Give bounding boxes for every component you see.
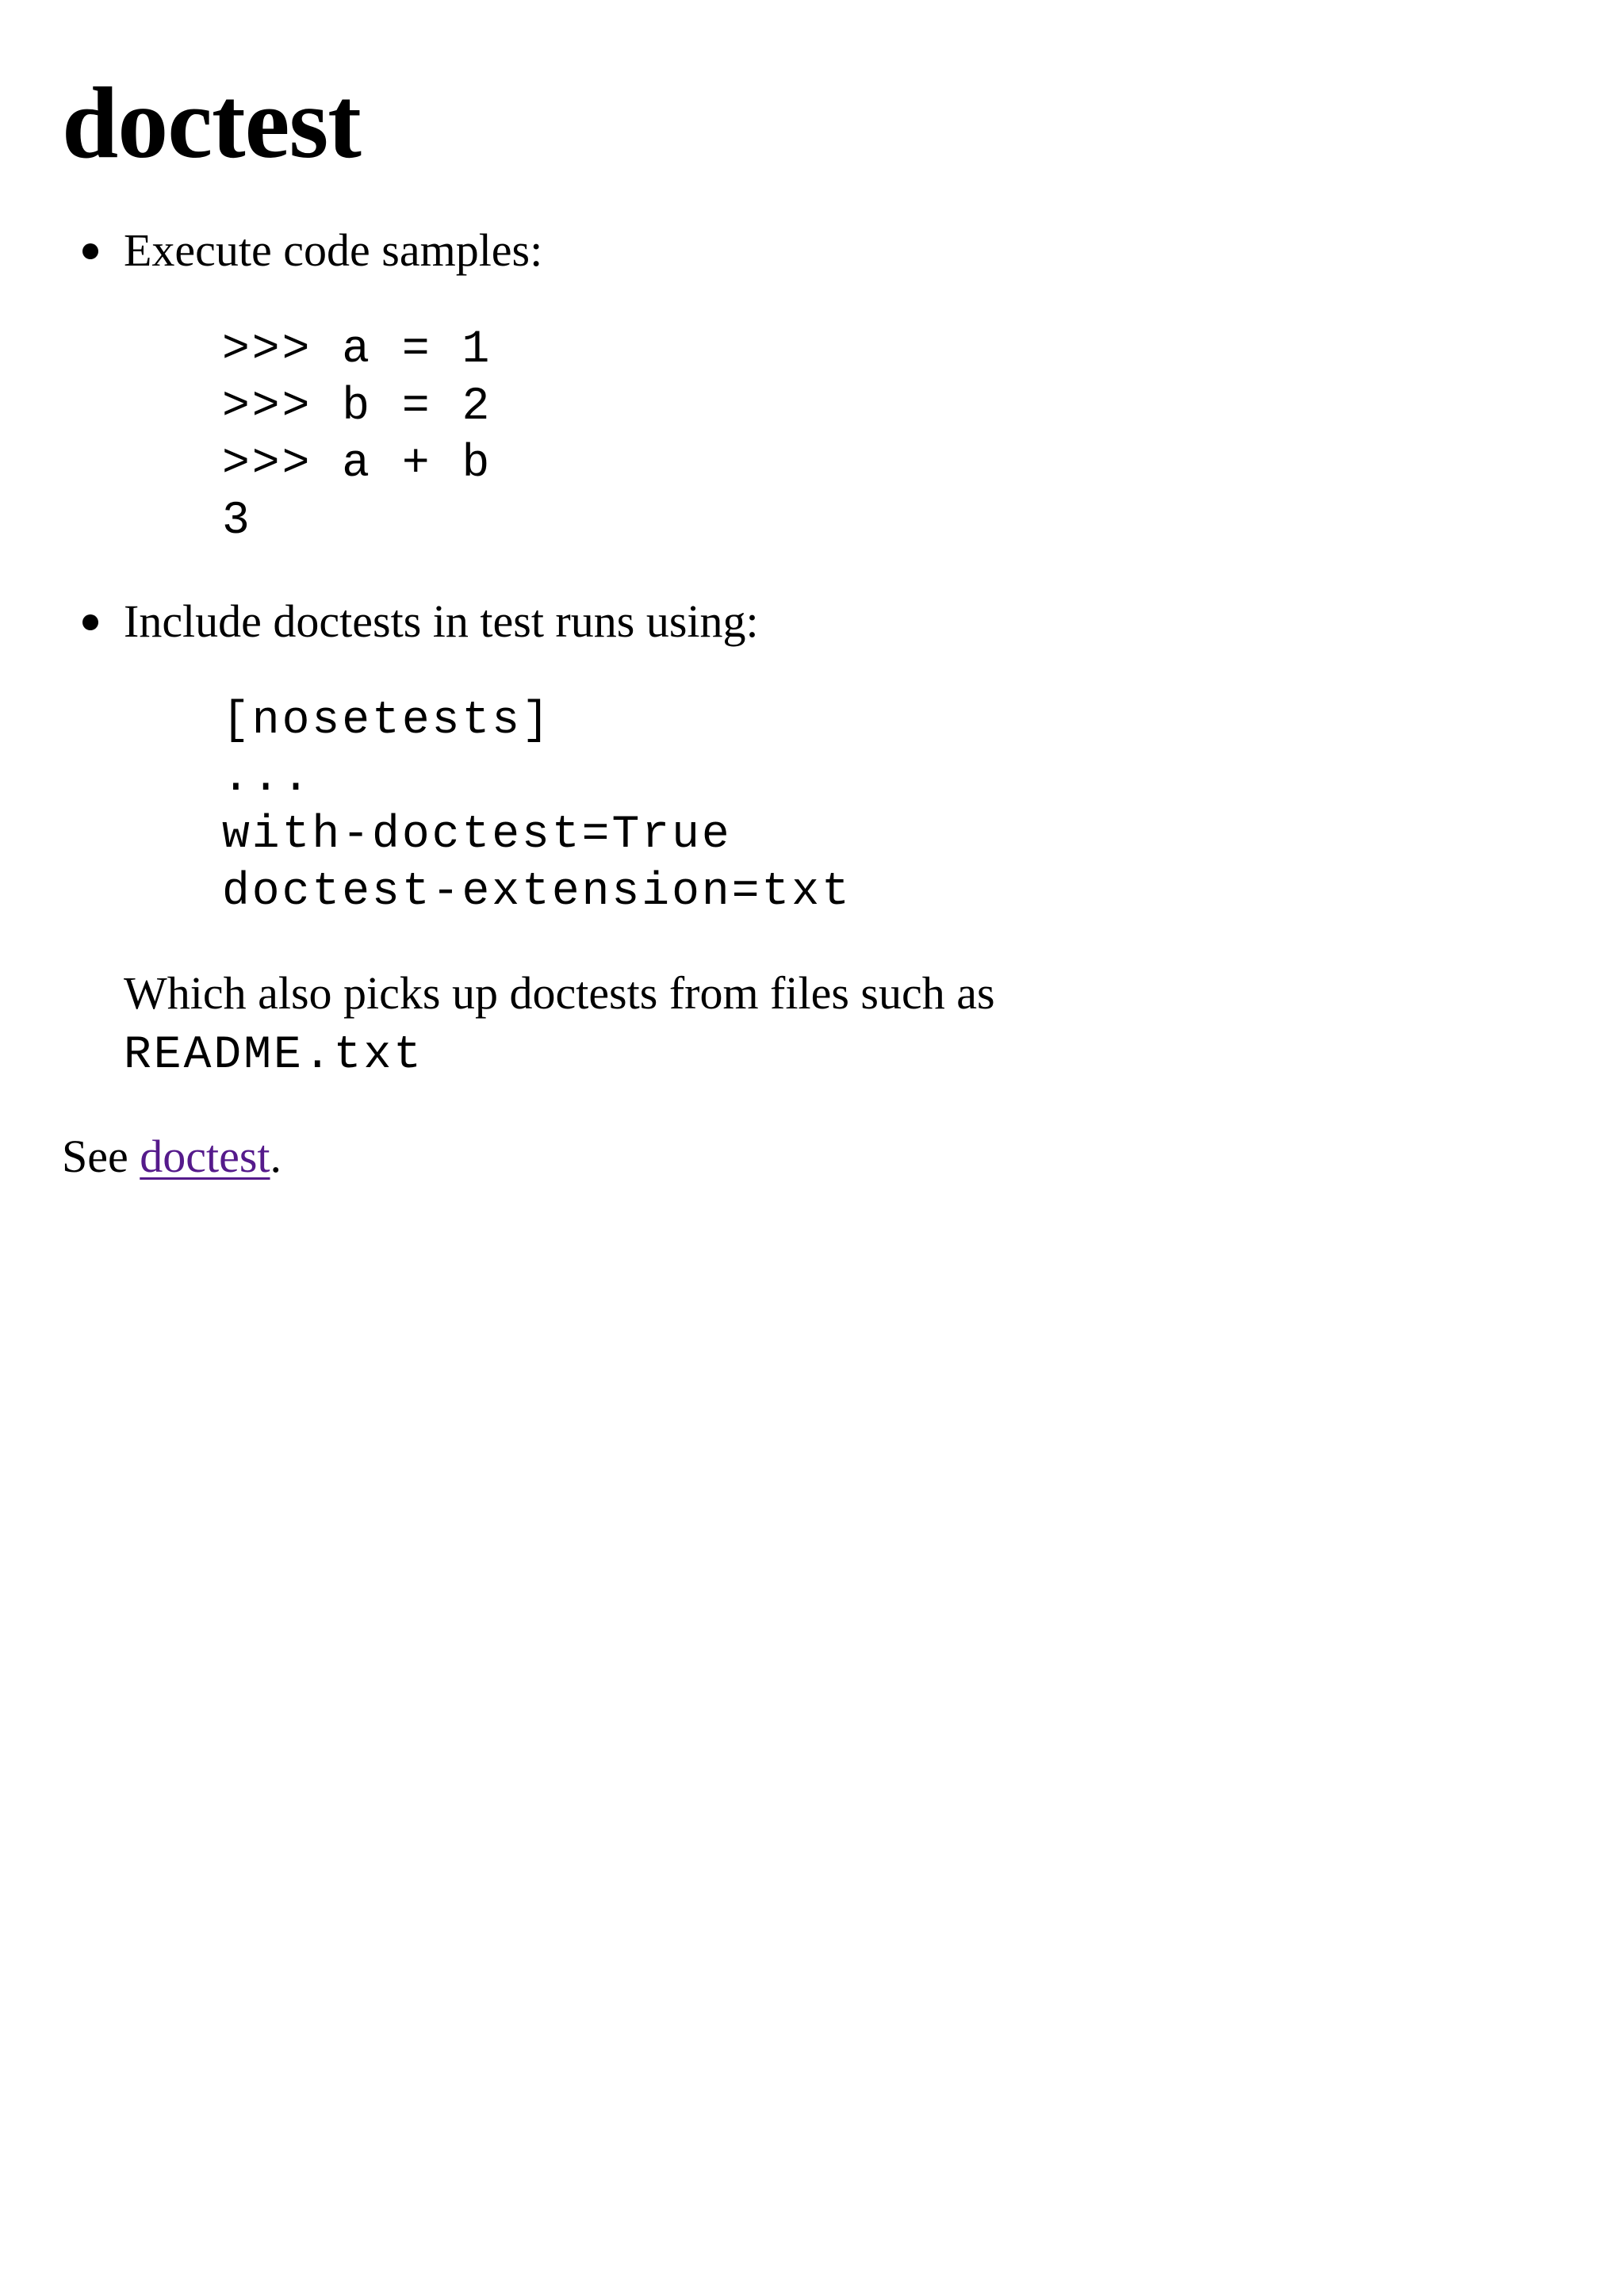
see-also bbox=[62, 1128, 1562, 1185]
bullet-icon bbox=[82, 243, 98, 259]
readme-note-text: Which also picks up doctests from files such as bbox=[124, 967, 995, 1019]
list-item-execute bbox=[62, 222, 1562, 550]
feature-list bbox=[62, 222, 1562, 1085]
see-prefix: See bbox=[62, 1131, 140, 1182]
code-block-samples: >>> a = 1 >>> b = 2 >>> a + b 3 bbox=[222, 324, 492, 547]
list-item-label: Include doctests in test runs using: bbox=[124, 595, 759, 647]
list-item-include bbox=[62, 593, 1562, 1085]
readme-note bbox=[124, 964, 1562, 1085]
bullet-icon bbox=[82, 614, 98, 630]
see-suffix: . bbox=[270, 1131, 282, 1182]
list-item-label: Execute code samples: bbox=[124, 224, 543, 276]
page-title: doctest bbox=[62, 67, 361, 179]
doctest-link[interactable]: doctest bbox=[140, 1131, 270, 1182]
readme-filename: README.txt bbox=[124, 1030, 424, 1081]
code-block-config: [nosetests] ... with-doctest=True doctest-extension=txt bbox=[222, 695, 852, 918]
